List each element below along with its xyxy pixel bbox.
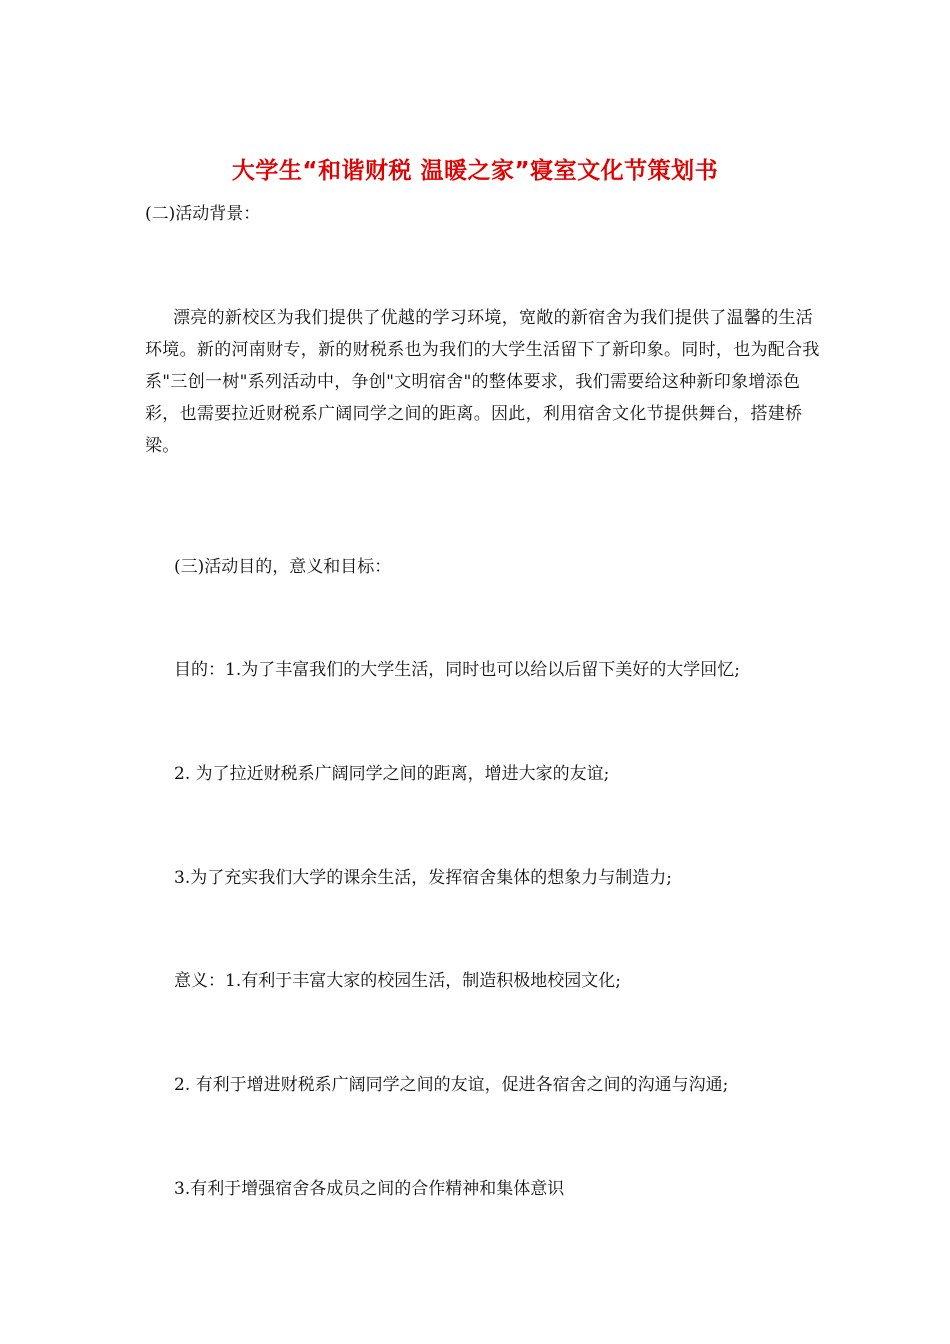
purpose-item-1: 目的：1.为了丰富我们的大学生活，同时也可以给以后留下美好的大学回忆; xyxy=(174,660,740,680)
purpose-item-2: 2. 为了拉近财税系广阔同学之间的距离，增进大家的友谊; xyxy=(174,764,610,784)
purpose-item-3: 3.为了充实我们大学的课余生活，发挥宿舍集体的想象力与制造力; xyxy=(174,868,672,888)
meaning-item-2: 2. 有利于增进财税系广阔同学之间的友谊，促进各宿舍之间的沟通与沟通; xyxy=(174,1075,729,1095)
background-paragraph: 漂亮的新校区为我们提供了优越的学习环境，宽敞的新宿舍为我们提供了温馨的生活环境。新的河南财专，新的财税系也为我们的大学生活留下了新印象。同时，也为配合我系"三创一树"系列活动中，争创"文明宿舍"的整体要求，我们需要给这种新印象增添色彩，也需要拉近财税系广阔同学之间的距离。因此，利用宿舍文化节提供舞台，搭建桥梁。 xyxy=(145,308,820,456)
document-title: 大学生“和谐财税 温暖之家”寝室文化节策划书 xyxy=(231,158,719,184)
meaning-item-1: 意义：1.有利于丰富大家的校园生活，制造积极地校园文化; xyxy=(174,971,621,991)
section-purpose-heading: (三)活动目的，意义和目标： xyxy=(174,557,392,577)
meaning-item-3: 3.有利于增强宿舍各成员之间的合作精神和集体意识 xyxy=(174,1179,565,1199)
section-background-heading: (二)活动背景： xyxy=(145,204,261,224)
